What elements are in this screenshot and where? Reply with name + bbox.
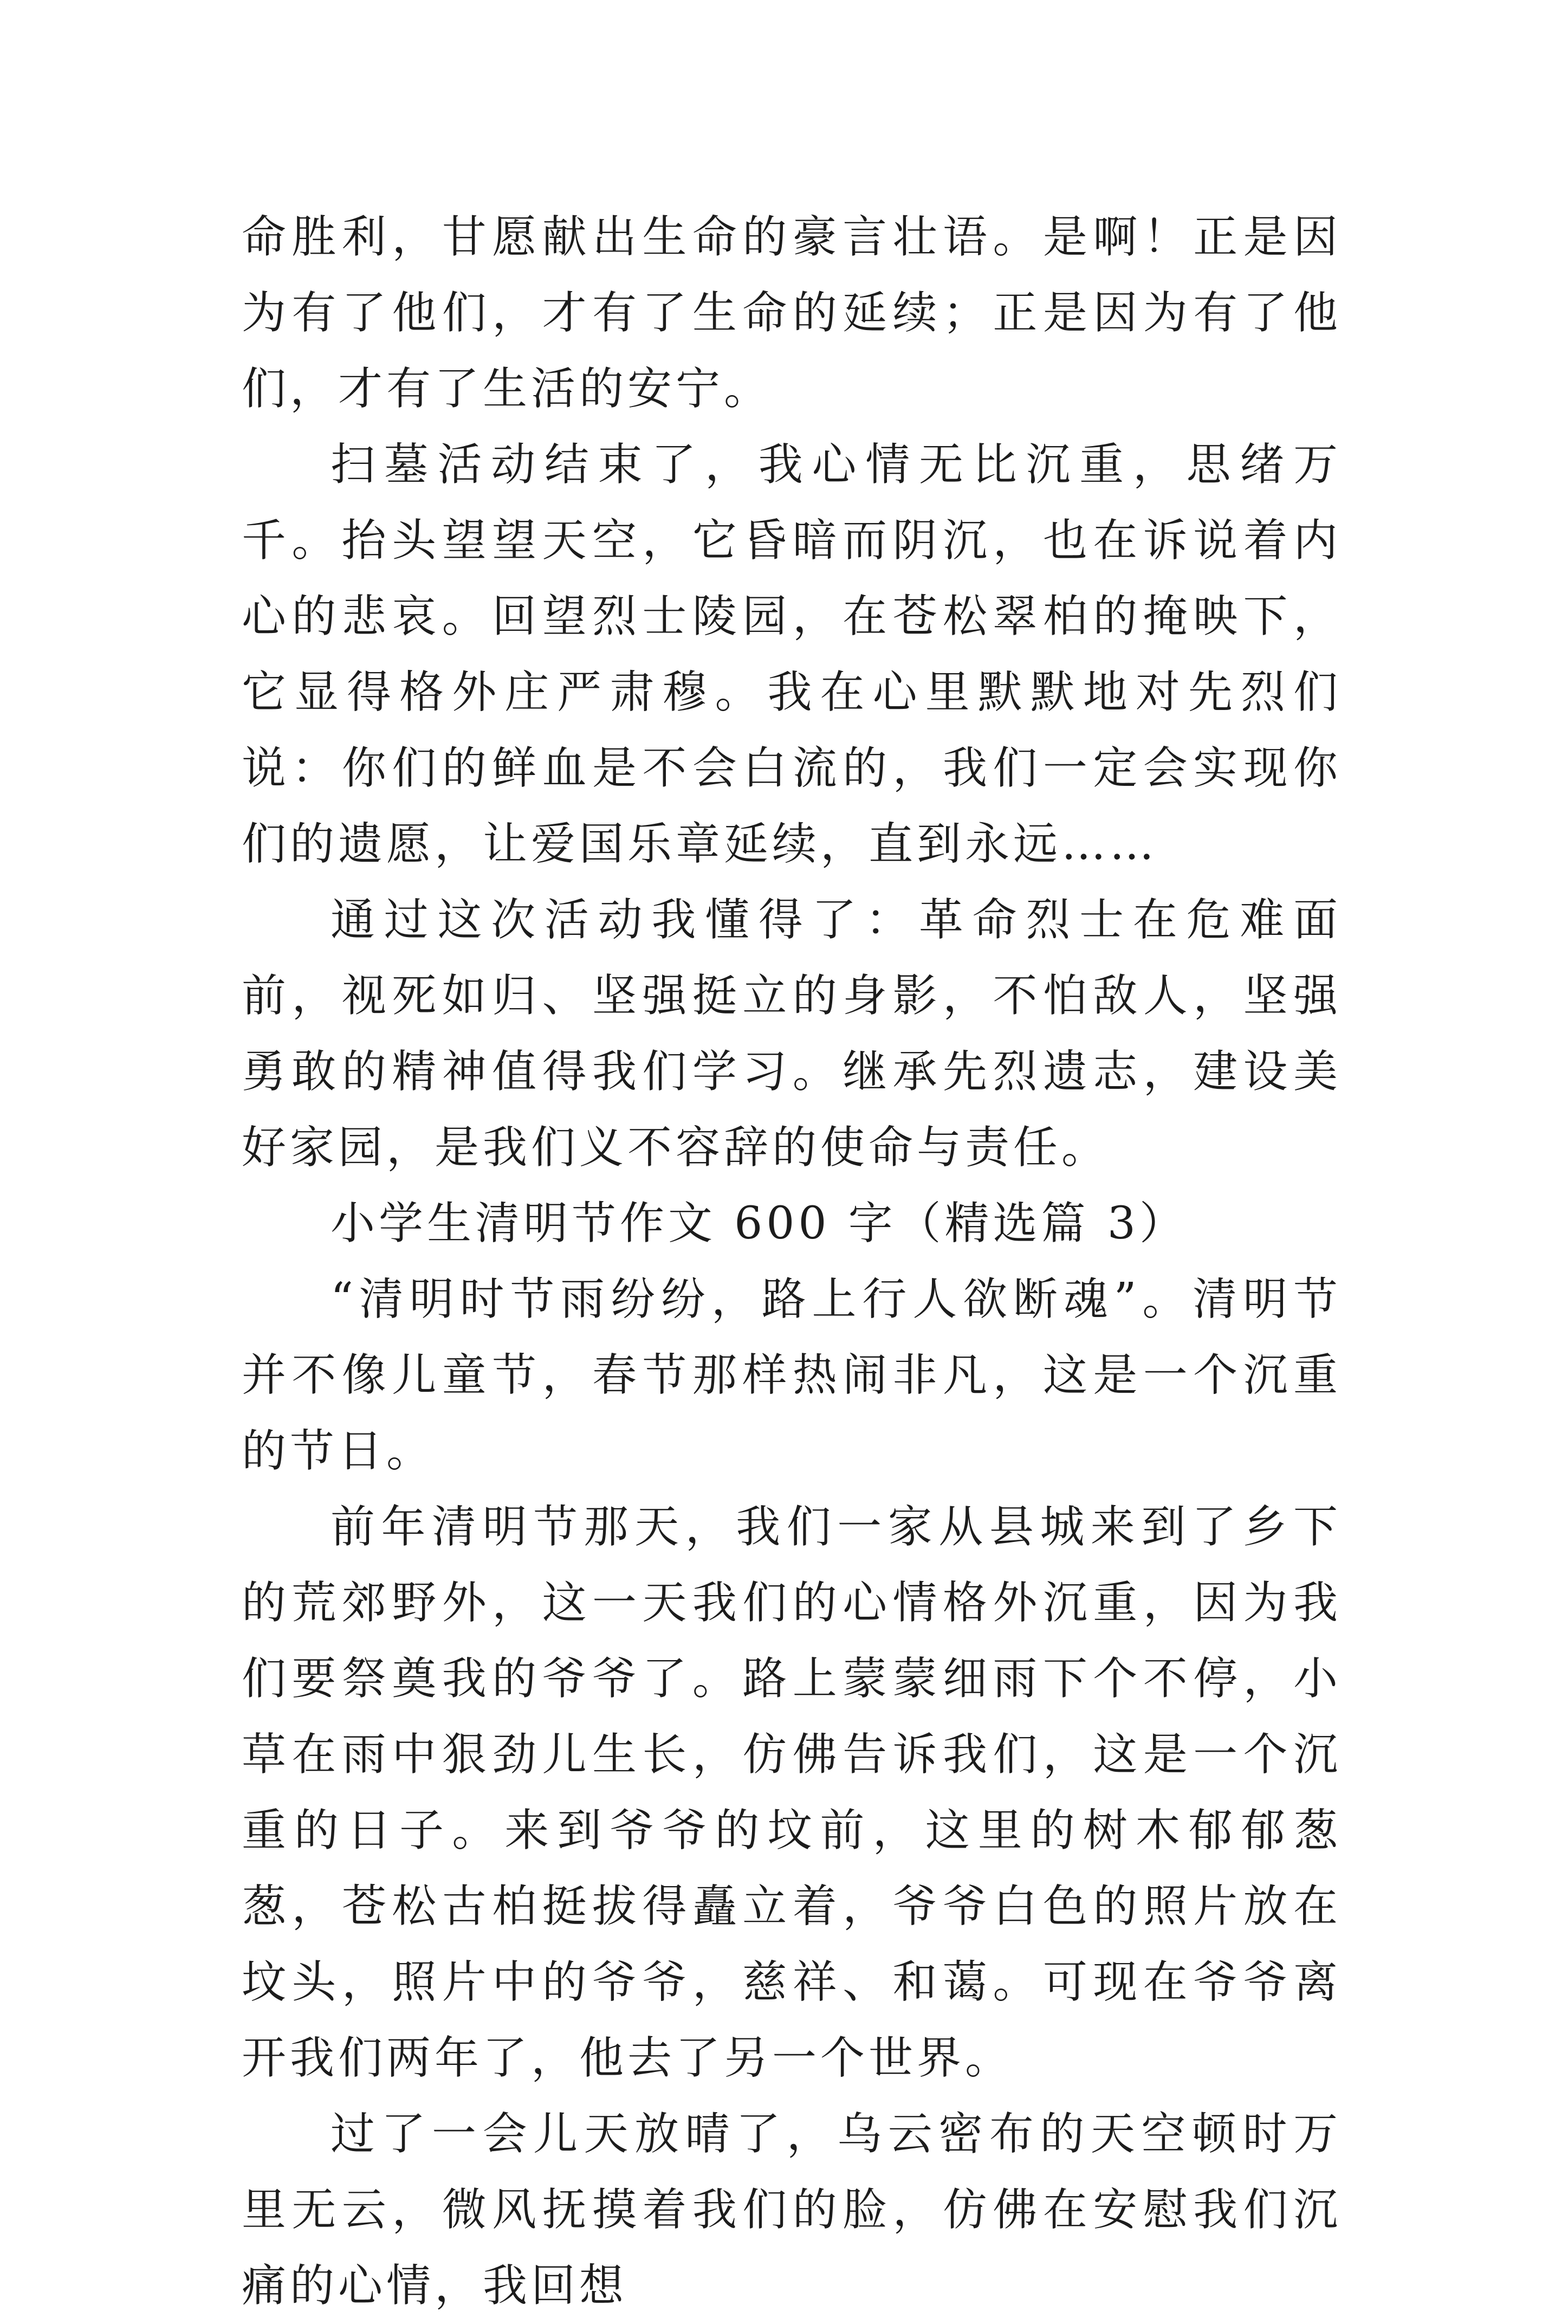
paragraph-sweeping-tomb: 扫墓活动结束了，我心情无比沉重，思绪万千。抬头望望天空，它昏暗而阴沉，也在诉说着内心的悲哀。回望烈士陵园，在苍松翠柏的掩映下，它显得格外庄严肃穆。我在心里默默地对先烈们说：你们的鲜血是不会白流的，我们一定会实现你们的遗愿，让爱国乐章延续，直到永远…… — [242, 439, 1342, 870]
paragraph-grandfather: 前年清明节那天，我们一家从县城来到了乡下的荒郊野外，这一天我们的心情格外沉重，因为我们要祭奠我的爷爷了。路上蒙蒙细雨下个不停，小草在雨中狠劲儿生长，仿佛告诉我们，这是一个沉重的日子。来到爷爷的坟前，这里的树木郁郁葱葱，苍松古柏挺拔得矗立着，爷爷白色的照片放在坟头，照片中的爷爷，慈祥、和蔼。可现在爷爷离开我们两年了，他去了另一个世界。 — [242, 1501, 1342, 2084]
paragraph-continued: 命胜利，甘愿献出生命的豪言壮语。是啊！正是因为有了他们，才有了生命的延续；正是因为有了他们，才有了生活的安宁。 — [242, 211, 1342, 415]
paragraph-clearing-sky: 过了一会儿天放晴了，乌云密布的天空顿时万里无云，微风抚摸着我们的脸，仿佛在安慰我们沉痛的心情，我回想 — [242, 2108, 1342, 2312]
section-heading: 小学生清明节作文 600 字（精选篇 3） — [331, 1198, 1188, 1249]
document-body — [242, 199, 1342, 2324]
paragraph-poem-intro: “清明时节雨纷纷，路上行人欲断魂”。清明节并不像儿童节，春节那样热闹非凡，这是一个沉重的节日。 — [242, 1274, 1342, 1477]
paragraph-lesson: 通过这次活动我懂得了：革命烈士在危难面前，视死如归、坚强挺立的身影，不怕敌人，坚强勇敢的精神值得我们学习。继承先烈遗志，建设美好家园，是我们义不容辞的使命与责任。 — [242, 894, 1342, 1173]
